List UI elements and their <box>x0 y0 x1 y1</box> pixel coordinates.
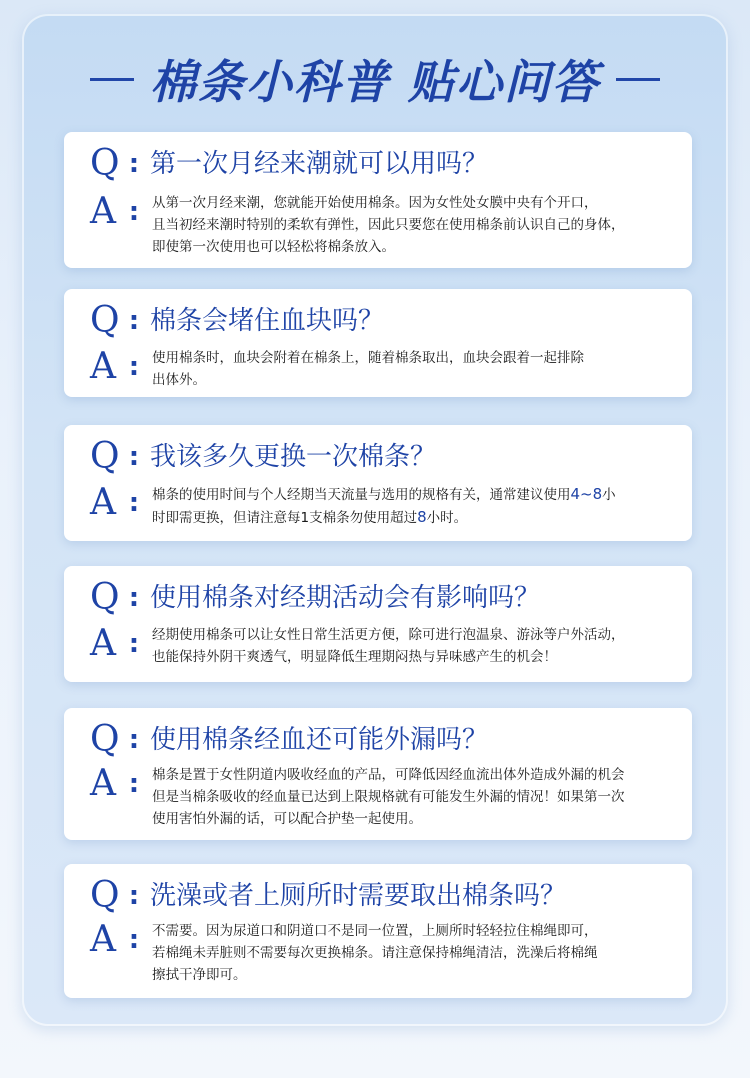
faq-card-4 <box>64 566 692 682</box>
answer-text-segment: 小 <box>602 487 616 503</box>
question-row <box>90 437 436 477</box>
a-label: A <box>90 346 116 387</box>
answer-line: 擦拭干净即可。 <box>152 967 247 983</box>
faq-card-2 <box>64 289 692 397</box>
question-row <box>90 720 488 760</box>
a-colon: : <box>128 769 140 799</box>
a-label: A <box>90 763 116 804</box>
a-label: A <box>90 482 116 523</box>
answer-text-segment: 时即需更换，但请注意每1支棉条勿使用超过 <box>152 510 418 526</box>
title-left-line <box>90 78 134 81</box>
answer-text <box>152 347 692 391</box>
q-label: Q <box>90 436 120 477</box>
answer-line: 但是当棉条吸收的经血量已达到上限规格就有可能发生外漏的情况！如果第一次 <box>152 789 625 805</box>
a-colon: : <box>128 925 140 955</box>
title-right-line <box>616 78 660 81</box>
answer-row <box>90 483 692 529</box>
header <box>0 44 750 114</box>
a-label: A <box>90 919 116 960</box>
answer-line <box>152 506 692 529</box>
question-row <box>90 144 488 184</box>
answer-row <box>90 192 692 258</box>
faq-card-3 <box>64 425 692 541</box>
highlight-hours-range: 4~8 <box>570 485 603 503</box>
a-colon: : <box>128 629 140 659</box>
answer-text <box>152 920 692 986</box>
question-text: 棉条会堵住血块吗？ <box>150 306 385 336</box>
q-label: Q <box>90 577 120 618</box>
answer-text <box>152 483 692 529</box>
question-text: 我该多久更换一次棉条？ <box>150 442 437 472</box>
answer-text-segment: 棉条的使用时间与个人经期当天流量与选用的规格有关，通常建议使用 <box>152 487 571 503</box>
answer-text <box>152 192 692 258</box>
answer-line: 经期使用棉条可以让女性日常生活更方便，除可进行泡温泉、游泳等户外活动， <box>152 627 625 643</box>
question-text: 第一次月经来潮就可以用吗？ <box>150 149 489 179</box>
answer-line: 使用棉条时，血块会附着在棉条上，随着棉条取出，血块会跟着一起排除 <box>152 350 584 366</box>
faq-card-1 <box>64 132 692 268</box>
q-colon: : <box>128 583 140 613</box>
a-label: A <box>90 191 116 232</box>
answer-line: 若棉绳未弄脏则不需要每次更换棉条。请注意保持棉绳清洁，洗澡后将棉绳 <box>152 945 598 961</box>
q-label: Q <box>90 719 120 760</box>
question-row <box>90 876 566 916</box>
faq-card-6 <box>64 864 692 998</box>
answer-row <box>90 764 692 830</box>
answer-text <box>152 624 692 668</box>
answer-row <box>90 624 692 668</box>
question-row <box>90 301 384 341</box>
page-title: 棉条小科普 贴心问答 <box>149 55 600 109</box>
answer-line: 棉条是置于女性阴道内吸收经血的产品，可降低因经血流出体外造成外漏的机会 <box>152 767 625 783</box>
answer-line: 且当初经来潮时特别的柔软有弹性，因此只要您在使用棉条前认识自己的身体， <box>152 217 625 233</box>
a-colon: : <box>128 488 140 518</box>
answer-text-segment: 小时。 <box>426 510 468 526</box>
a-colon: : <box>128 352 140 382</box>
answer-text <box>152 764 692 830</box>
answer-line <box>152 483 692 506</box>
answer-line: 从第一次月经来潮，您就能开始使用棉条。因为女性处女膜中央有个开口， <box>152 195 598 211</box>
question-text: 洗澡或者上厕所时需要取出棉条吗？ <box>150 881 567 911</box>
answer-row <box>90 347 692 391</box>
answer-line: 出体外。 <box>152 372 206 388</box>
q-colon: : <box>128 306 140 336</box>
answer-line: 使用害怕外漏的话，可以配合护垫一起使用。 <box>152 811 422 827</box>
question-row <box>90 578 540 618</box>
question-text: 使用棉条对经期活动会有影响吗？ <box>150 583 541 613</box>
answer-line: 也能保持外阴干爽透气，明显降低生理期闷热与异味感产生的机会！ <box>152 649 557 665</box>
q-label: Q <box>90 875 120 916</box>
question-text: 使用棉条经血还可能外漏吗？ <box>150 725 489 755</box>
answer-line: 不需要。因为尿道口和阴道口不是同一位置，上厕所时轻轻拉住棉绳即可， <box>152 923 598 939</box>
a-colon: : <box>128 197 140 227</box>
q-colon: : <box>128 149 140 179</box>
q-label: Q <box>90 143 120 184</box>
q-colon: : <box>128 442 140 472</box>
q-label: Q <box>90 300 120 341</box>
answer-row <box>90 920 692 986</box>
faq-card-5 <box>64 708 692 840</box>
q-colon: : <box>128 725 140 755</box>
highlight-max-hours: 8 <box>417 508 427 526</box>
a-label: A <box>90 623 116 664</box>
answer-line: 即使第一次使用也可以轻松将棉条放入。 <box>152 239 395 255</box>
q-colon: : <box>128 881 140 911</box>
